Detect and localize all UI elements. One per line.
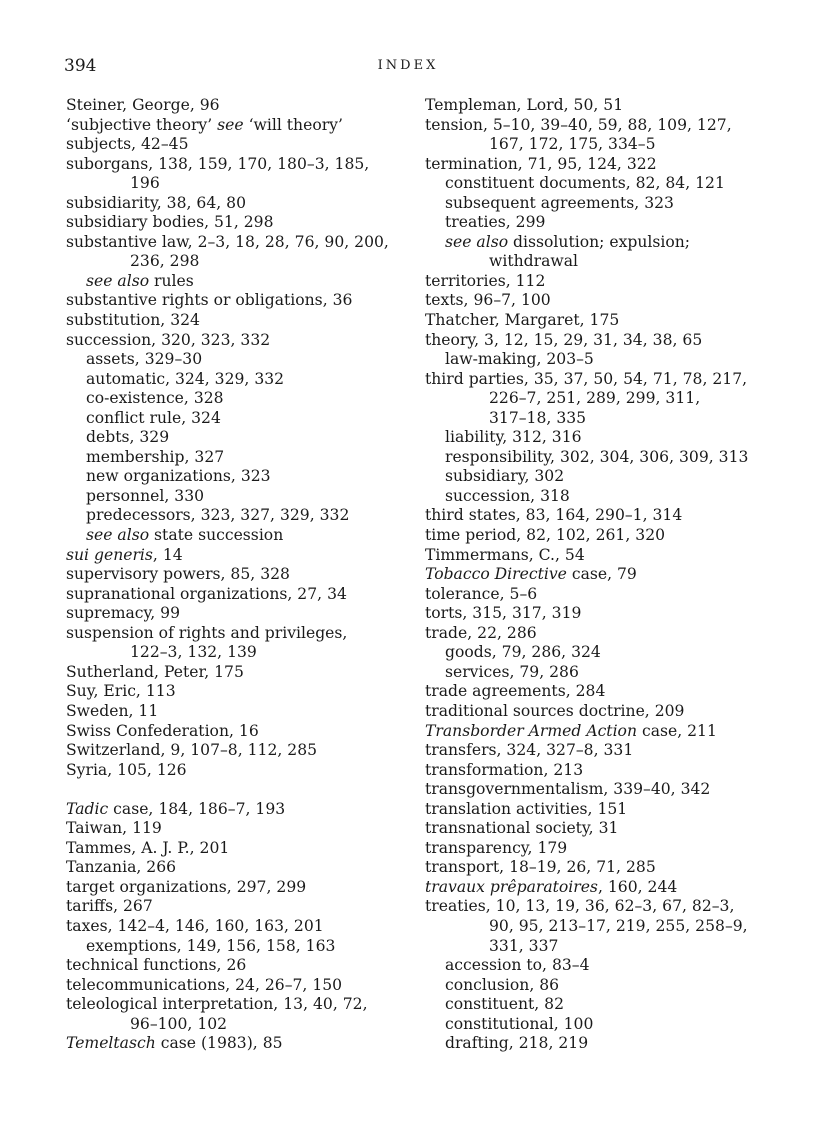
entry-text-part: time period, 82, 102, 261, 320	[425, 526, 666, 545]
entry-text-part: personnel, 330	[86, 486, 205, 505]
entry-text-part: texts, 96–7, 100	[425, 291, 551, 310]
entry-text-part: co-existence, 328	[86, 389, 224, 408]
entry-continuation: 167, 172, 175, 334–5	[489, 135, 656, 154]
entry-text-part: Sutherland, Peter, 175	[66, 662, 244, 681]
entry-text	[66, 585, 411, 605]
entry-italic-text: Tobacco Directive	[425, 565, 567, 584]
entry-text	[425, 116, 770, 136]
entry-text	[66, 956, 411, 976]
entry-text	[66, 311, 411, 331]
entry-italic-text: Tadic	[66, 799, 109, 818]
entry-text-part: tolerance, 5–6	[425, 584, 538, 603]
entry-text	[425, 506, 770, 526]
entry-continuation: 96–100, 102	[130, 1014, 228, 1033]
entry-text-part: traditional sources doctrine, 209	[425, 701, 685, 720]
entry-text-part: telecommunications, 24, 26–7, 150	[66, 975, 343, 994]
entry-text	[66, 213, 411, 233]
entry-text-part: subjects, 42–45	[66, 135, 189, 154]
entry-text	[425, 546, 770, 566]
entry-text-part: Suy, Eric, 113	[66, 682, 176, 701]
entry-text	[66, 233, 411, 253]
page-number: 394	[64, 56, 97, 76]
entry-text	[425, 897, 770, 917]
index-entry	[66, 331, 411, 351]
entry-text-part: Thatcher, Margaret, 175	[425, 311, 620, 330]
index-entry	[66, 604, 411, 624]
entry-text-part: constituent, 82	[445, 995, 565, 1014]
entry-text-part: automatic, 324, 329, 332	[86, 369, 285, 388]
entry-text-part: new organizations, 323	[86, 467, 271, 486]
entry-text-part: case, 184, 186–7, 193	[108, 799, 286, 818]
entry-text	[425, 624, 770, 644]
entry-text	[425, 800, 770, 820]
index-subentry	[66, 350, 411, 370]
index-entry	[66, 585, 411, 605]
entry-text	[66, 565, 411, 585]
index-subentry	[425, 174, 770, 194]
entry-continuation: withdrawal	[489, 252, 579, 271]
entry-text	[425, 702, 770, 722]
index-entry	[425, 546, 770, 566]
index-entry	[425, 722, 770, 742]
index-entry	[425, 565, 770, 585]
entry-text-part: third states, 83, 164, 290–1, 314	[425, 506, 683, 525]
index-entry	[66, 311, 411, 331]
entry-text	[425, 682, 770, 702]
index-entry	[66, 956, 411, 976]
index-subentry	[66, 409, 411, 429]
entry-text	[425, 565, 770, 585]
entry-text-part: tariffs, 267	[66, 897, 153, 916]
index-entry	[66, 291, 411, 311]
entry-text	[425, 331, 770, 351]
entry-text	[66, 1034, 411, 1054]
entry-text-part: Swiss Confederation, 16	[66, 721, 259, 740]
entry-text-part: target organizations, 297, 299	[66, 877, 307, 896]
index-entry	[66, 858, 411, 878]
entry-text	[66, 995, 411, 1015]
entry-text	[425, 780, 770, 800]
index-entry	[66, 897, 411, 917]
index-entry	[425, 819, 770, 839]
entry-text	[66, 116, 411, 136]
index-entry	[425, 526, 770, 546]
index-entry	[425, 624, 770, 644]
entry-text-part: exemptions, 149, 156, 158, 163	[86, 936, 336, 955]
entry-text-part: Steiner, George, 96	[66, 96, 220, 114]
entry-italic-text: Temeltasch	[66, 1034, 156, 1053]
index-entry	[425, 116, 770, 155]
entry-text	[66, 155, 411, 175]
index-subentry	[66, 389, 411, 409]
entry-text-part: constituent documents, 82, 84, 121	[445, 174, 725, 193]
entry-text	[66, 839, 411, 859]
entry-italic-text: see also	[86, 526, 150, 545]
page-header	[64, 56, 752, 80]
entry-continuation: 236, 298	[130, 252, 200, 271]
index-subentry	[425, 467, 770, 487]
entry-text	[425, 155, 770, 175]
index-subentry	[66, 448, 411, 468]
entry-text	[445, 643, 770, 663]
entry-text-part: trade agreements, 284	[425, 682, 606, 701]
entry-text-part: accession to, 83–4	[445, 956, 590, 975]
entry-text	[425, 311, 770, 331]
entry-continuation: 90, 95, 213–17, 219, 255, 258–9, 331, 337	[489, 916, 748, 955]
index-subentry	[425, 194, 770, 214]
entry-text-part: Tammes, A. J. P., 201	[66, 838, 230, 857]
index-subentry	[425, 350, 770, 370]
entry-continuation: 196	[130, 174, 160, 193]
entry-text-part: Switzerland, 9, 107–8, 112, 285	[66, 741, 318, 760]
index-entry	[66, 682, 411, 702]
entry-text	[66, 976, 411, 996]
entry-text	[66, 878, 411, 898]
entry-text-part: territories, 112	[425, 271, 546, 290]
index-entry	[425, 761, 770, 781]
entry-text-part: third parties, 35, 37, 50, 54, 71, 78, 217,	[425, 369, 748, 388]
entry-text	[86, 448, 411, 468]
entry-text-part: torts, 315, 317, 319	[425, 604, 582, 623]
index-entry	[66, 819, 411, 839]
entry-text	[86, 937, 411, 957]
entry-text-part: taxes, 142–4, 146, 160, 163, 201	[66, 916, 324, 935]
entry-text-part: transfers, 324, 327–8, 331	[425, 741, 634, 760]
entry-text	[66, 135, 411, 155]
entry-text	[445, 174, 770, 194]
index-entry	[425, 878, 770, 898]
entry-text	[66, 722, 411, 742]
entry-text-part: transport, 18–19, 26, 71, 285	[425, 858, 656, 877]
index-subentry	[66, 467, 411, 487]
index-subentry	[425, 448, 770, 468]
entry-text	[66, 702, 411, 722]
entry-text	[86, 467, 411, 487]
entry-text-part: goods, 79, 286, 324	[445, 643, 601, 662]
entry-text-part: membership, 327	[86, 447, 225, 466]
entry-text-part: succession, 320, 323, 332	[66, 330, 271, 349]
entry-text-part: , 160, 244	[597, 877, 678, 896]
index-entry	[425, 96, 770, 116]
index-subentry	[425, 233, 770, 272]
entry-text-part: Sweden, 11	[66, 701, 159, 720]
entry-text	[86, 370, 411, 390]
entry-text-part: case (1983), 85	[155, 1034, 283, 1053]
entry-text	[86, 526, 411, 546]
entry-text	[445, 995, 770, 1015]
entry-continuation: 122–3, 132, 139	[130, 643, 257, 662]
index-entry	[425, 682, 770, 702]
index-subentry	[425, 1015, 770, 1035]
index-entry	[425, 331, 770, 351]
index-subentry	[425, 1034, 770, 1054]
entry-text	[66, 800, 411, 820]
entry-text	[425, 839, 770, 859]
entry-text-part: translation activities, 151	[425, 799, 628, 818]
entry-text-part: debts, 329	[86, 428, 170, 447]
index-subentry	[66, 506, 411, 526]
entry-text-part: ‘subjective theory’	[66, 115, 218, 134]
index-entry	[66, 116, 411, 136]
index-entry	[66, 1034, 411, 1054]
entry-text-part: predecessors, 323, 327, 329, 332	[86, 506, 350, 525]
entry-text	[66, 604, 411, 624]
entry-text-part: succession, 318	[445, 486, 570, 505]
entry-italic-text: travaux prêparatoires	[425, 877, 598, 896]
entry-text	[445, 976, 770, 996]
entry-text	[445, 487, 770, 507]
index-entry	[425, 780, 770, 800]
entry-text	[66, 682, 411, 702]
entry-text-part: liability, 312, 316	[445, 428, 582, 447]
index-subentry	[425, 428, 770, 448]
index-entry	[425, 839, 770, 859]
index-subentry	[66, 272, 411, 292]
index-entry	[425, 370, 770, 429]
entry-text-part: transparency, 179	[425, 838, 568, 857]
index-entry	[425, 272, 770, 292]
index-column-left	[66, 96, 411, 1054]
entry-text	[86, 409, 411, 429]
index-subentry	[66, 937, 411, 957]
index-subentry	[425, 663, 770, 683]
entry-italic-text: sui generis	[66, 545, 153, 564]
index-entry	[66, 995, 411, 1034]
index-entry	[66, 546, 411, 566]
entry-text-part: treaties, 299	[445, 213, 546, 232]
entry-text-part: state succession	[149, 526, 284, 545]
entry-italic-text: see	[217, 115, 244, 134]
index-entry	[66, 702, 411, 722]
entry-text	[66, 917, 411, 937]
index-entry	[66, 878, 411, 898]
entry-text	[445, 663, 770, 683]
index-entry	[66, 565, 411, 585]
entry-text-part: conflict rule, 324	[86, 408, 221, 427]
entry-text	[66, 741, 411, 761]
entry-text	[425, 604, 770, 624]
index-entry	[66, 155, 411, 194]
entry-text	[66, 194, 411, 214]
entry-text	[66, 96, 411, 116]
entry-text-part: substantive rights or obligations, 36	[66, 291, 353, 310]
entry-text	[445, 956, 770, 976]
entry-text-part: subsidiary, 302	[445, 467, 565, 486]
entry-text-part: supranational organizations, 27, 34	[66, 584, 347, 603]
index-entry	[66, 917, 411, 937]
entry-text-part: transgovernmentalism, 339–40, 342	[425, 780, 711, 799]
entry-text-part: ‘will theory’	[243, 115, 343, 134]
index-entry	[425, 585, 770, 605]
entry-text	[66, 858, 411, 878]
index-entry	[425, 311, 770, 331]
entry-text-part: Syria, 105, 126	[66, 760, 187, 779]
index-subentry	[66, 526, 411, 546]
entry-text	[66, 291, 411, 311]
index-column-right	[425, 96, 770, 1054]
index-subentry	[425, 995, 770, 1015]
entry-text	[445, 233, 770, 253]
entry-text	[425, 370, 770, 390]
entry-text-part: , 14	[152, 545, 183, 564]
index-subentry	[425, 213, 770, 233]
entry-text-part: Tanzania, 266	[66, 858, 177, 877]
entry-text-part: rules	[149, 271, 194, 290]
entry-text-part: treaties, 10, 13, 19, 36, 62–3, 67, 82–3,	[425, 897, 735, 916]
index-entry	[66, 976, 411, 996]
entry-italic-text: see also	[86, 271, 150, 290]
entry-text	[445, 467, 770, 487]
index-entry	[66, 761, 411, 781]
entry-text-part: suborgans, 138, 159, 170, 180–3, 185,	[66, 154, 370, 173]
entry-text-part: law-making, 203–5	[445, 350, 594, 369]
entry-text	[425, 819, 770, 839]
entry-text	[66, 331, 411, 351]
running-head: INDEX	[377, 58, 439, 73]
index-subentry	[425, 976, 770, 996]
index-entry	[425, 604, 770, 624]
entry-text-part: supervisory powers, 85, 328	[66, 565, 290, 584]
entry-text-part: subsidiarity, 38, 64, 80	[66, 193, 246, 212]
entry-text	[445, 1034, 770, 1054]
index-entry	[66, 233, 411, 272]
entry-text-part: transnational society, 31	[425, 819, 619, 838]
index-subentry	[66, 487, 411, 507]
entry-text-part: constitutional, 100	[445, 1014, 594, 1033]
entry-text	[86, 272, 411, 292]
index-entry	[425, 800, 770, 820]
entry-text	[66, 663, 411, 683]
index-entry	[66, 839, 411, 859]
index-entry	[66, 96, 411, 116]
entry-text	[445, 194, 770, 214]
entry-italic-text: see also	[445, 232, 509, 251]
entry-text	[425, 741, 770, 761]
index-spacer	[66, 780, 411, 800]
index-entry	[66, 194, 411, 214]
entry-text-part: tension, 5–10, 39–40, 59, 88, 109, 127,	[425, 115, 732, 134]
entry-text-part: Templeman, Lord, 50, 51	[425, 96, 624, 114]
index-entry	[425, 155, 770, 175]
entry-text	[425, 878, 770, 898]
entry-text-part: theory, 3, 12, 15, 29, 31, 34, 38, 65	[425, 330, 703, 349]
entry-text	[86, 389, 411, 409]
entry-text	[425, 585, 770, 605]
entry-text-part: teleological interpretation, 13, 40, 72,	[66, 995, 368, 1014]
index-entry	[66, 800, 411, 820]
index-subentry	[66, 428, 411, 448]
entry-text	[445, 428, 770, 448]
entry-text	[445, 448, 770, 468]
entry-text-part: assets, 329–30	[86, 350, 203, 369]
index-subentry	[66, 370, 411, 390]
entry-text	[86, 506, 411, 526]
entry-text	[86, 350, 411, 370]
entry-text-part: subsequent agreements, 323	[445, 193, 674, 212]
index-subentry	[425, 487, 770, 507]
index-entry	[425, 858, 770, 878]
index-entry	[66, 741, 411, 761]
entry-text-part: substitution, 324	[66, 311, 200, 330]
entry-text	[86, 487, 411, 507]
entry-text-part: dissolution; expulsion;	[508, 232, 691, 251]
entry-text	[66, 761, 411, 781]
entry-text	[425, 858, 770, 878]
entry-text	[425, 526, 770, 546]
index-entry	[66, 135, 411, 155]
entry-continuation: 226–7, 251, 289, 299, 311, 317–18, 335	[489, 389, 701, 427]
index-entry	[66, 663, 411, 683]
entry-text-part: services, 79, 286	[445, 662, 579, 681]
index-entry	[425, 702, 770, 722]
entry-text-part: subsidiary bodies, 51, 298	[66, 213, 274, 232]
index-entry	[66, 722, 411, 742]
index-entry	[66, 213, 411, 233]
entry-text	[445, 350, 770, 370]
entry-text-part: Taiwan, 119	[66, 819, 162, 838]
entry-text-part: conclusion, 86	[445, 975, 560, 994]
entry-text-part: case, 211	[637, 721, 717, 740]
entry-text	[425, 96, 770, 116]
index-entry	[425, 897, 770, 956]
entry-text	[445, 213, 770, 233]
entry-text-part: technical functions, 26	[66, 956, 247, 975]
entry-text-part: Timmermans, C., 54	[425, 545, 585, 564]
entry-text	[445, 1015, 770, 1035]
index-entry	[425, 741, 770, 761]
entry-text	[66, 897, 411, 917]
entry-italic-text: Transborder Armed Action	[425, 721, 637, 740]
entry-text-part: supremacy, 99	[66, 604, 181, 623]
index-subentry	[425, 956, 770, 976]
entry-text	[425, 761, 770, 781]
entry-text-part: drafting, 218, 219	[445, 1034, 589, 1053]
entry-text	[66, 819, 411, 839]
entry-text	[425, 272, 770, 292]
entry-text-part: substantive law, 2–3, 18, 28, 76, 90, 200,	[66, 232, 389, 251]
entry-text-part: responsibility, 302, 304, 306, 309, 313	[445, 447, 749, 466]
entry-text	[66, 546, 411, 566]
entry-text-part: trade, 22, 286	[425, 623, 537, 642]
entry-text-part: case, 79	[566, 565, 637, 584]
index-entry	[425, 291, 770, 311]
index-subentry	[425, 643, 770, 663]
entry-text	[66, 624, 411, 644]
entry-text-part: suspension of rights and privileges,	[66, 623, 348, 642]
entry-text-part: transformation, 213	[425, 760, 584, 779]
entry-text-part: termination, 71, 95, 124, 322	[425, 154, 657, 173]
entry-text	[425, 291, 770, 311]
index-entry	[425, 506, 770, 526]
entry-text	[425, 722, 770, 742]
entry-text	[86, 428, 411, 448]
index-entry	[66, 624, 411, 663]
